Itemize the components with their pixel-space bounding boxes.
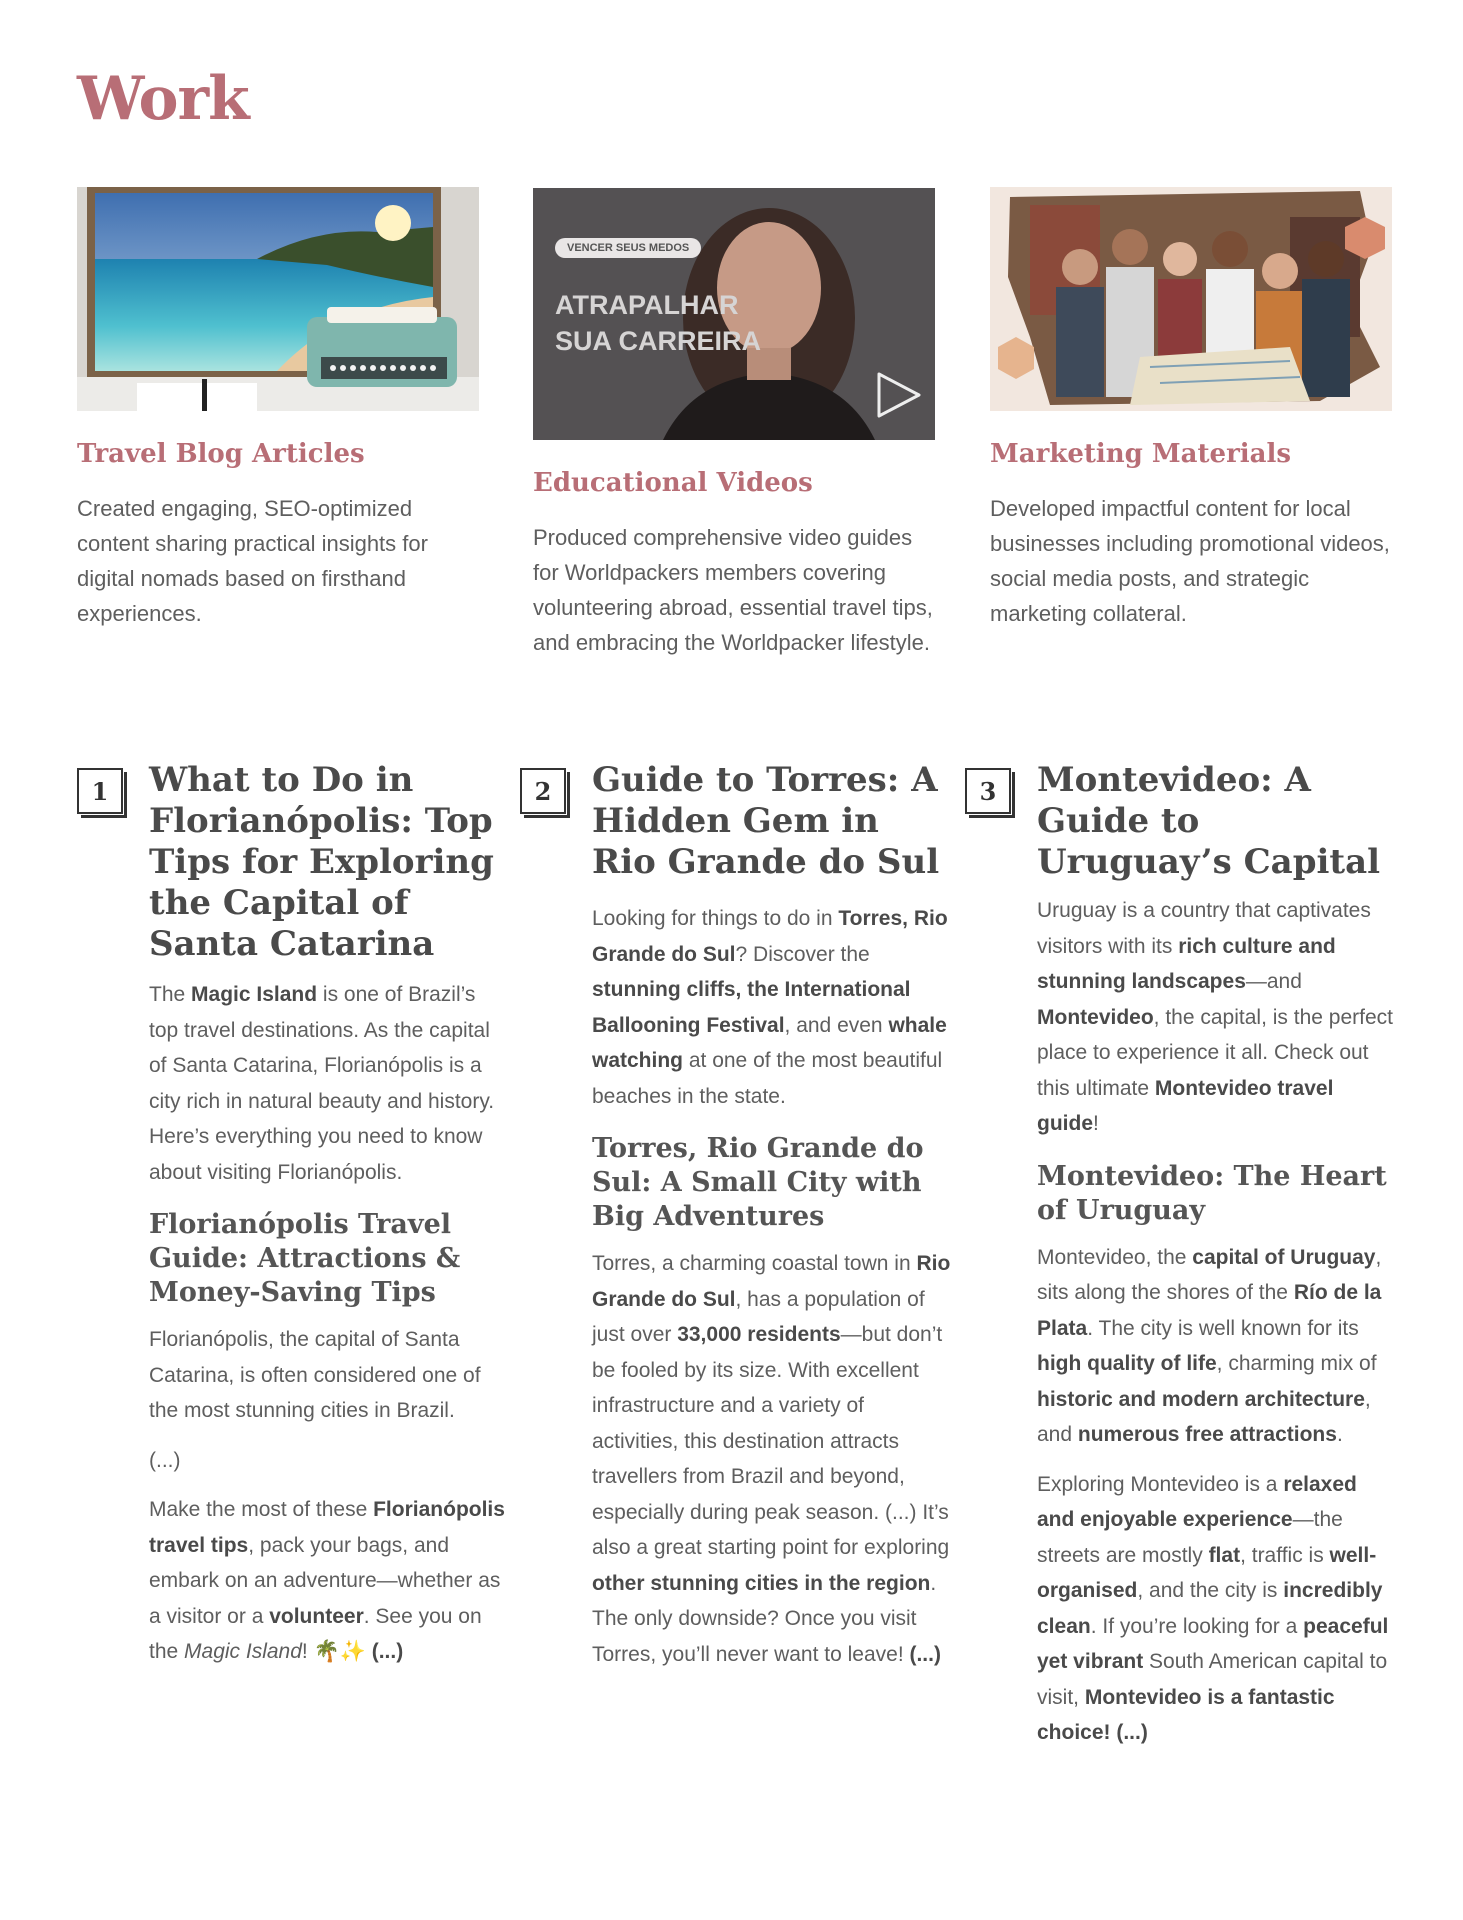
card-description: Produced comprehensive video guides for Worldpackers members covering volunteering abroad, essential travel tips, and embracing the Worldpacker lifestyle. [533,525,933,655]
article-paragraph: Torres, a charming coastal town in Rio Grande do Sul, has a population of just over 33,000 residents—but don’t be fooled by its size. With excellent infrastructure and a variety of activities, this destination attracts travellers from Brazil and beyond, especially during peak season. (...) It’s also a great starting point for exploring other stunning cities in the region. The only downside? Once you visit Torres, you’ll never want to leave! (...) [592,1252,951,1666]
read-more-link[interactable]: Montevideo is a fantastic choice! (...) [1037,1685,1335,1744]
article-number: 3 [965,768,1011,814]
card-description: Created engaging, SEO-optimized content sharing practical insights for digital nomads based on firsthand experiences. [77,496,428,626]
card-marketing-materials[interactable] [990,187,1392,631]
article-number: 1 [77,768,123,814]
article-paragraph: Florianópolis, the capital of Santa Catarina, is often considered one of the most stunning cities in Brazil. [149,1328,481,1422]
read-more-link[interactable]: (...) [909,1642,941,1666]
article-title[interactable]: Montevideo: A Guide to Uruguay’s Capital [1037,760,1381,882]
article-title[interactable]: Guide to Torres: A Hidden Gem in Rio Grande do Sul [592,760,940,882]
page-title: Work [77,64,249,134]
article-closing: Exploring Montevideo is a relaxed and enjoyable experience—the streets are mostly flat, traffic is well-organised, and the city is incredibly clean. If you’re looking for a peaceful yet vibrant South American capital to visit, Montevideo is a fantastic choice! (...) [1037,1472,1389,1744]
article-title[interactable]: What to Do in Florianópolis: Top Tips for Exploring the Capital of Santa Catarina [149,760,494,964]
article-intro: Looking for things to do in Torres, Rio Grande do Sul? Discover the stunning cliffs, the International Ballooning Festival, and even whale watching at one of the most beautiful beaches in the state. [592,907,948,1108]
article-number: 2 [520,768,566,814]
read-more-link[interactable]: (...) [371,1640,404,1663]
video-badge: VENCER SEUS MEDOS [555,238,701,258]
card-educational-videos[interactable] [533,188,935,660]
video-overlay-line1: ATRAPALHAR [555,290,739,320]
card-title: Educational Videos [533,468,813,498]
card-title: Marketing Materials [990,439,1292,469]
play-icon[interactable] [873,370,923,420]
card-travel-blog[interactable] [77,187,479,631]
marketing-image [990,187,1392,411]
article-subheading: Torres, Rio Grande do Sul: A Small City with Big Adventures [592,1133,924,1232]
video-thumbnail[interactable] [533,188,935,440]
video-overlay-line2: SUA CARREIRA [555,326,762,356]
article-closing: Make the most of these Florianópolis travel tips, pack your bags, and embark on an adventure—whether as a visitor or a volunteer. See you on the Magic Island! 🌴✨ (...) [149,1498,505,1663]
article-ellipsis: (...) [149,1448,181,1472]
card-description: Developed impactful content for local businesses including promotional videos, social media posts, and strategic marketing collateral. [990,496,1390,626]
article-intro: The Magic Island is one of Brazil’s top travel destinations. As the capital of Santa Catarina, Florianópolis is a city rich in natural beauty and history. Here’s everything you need to know about visiting Florianópolis. [149,983,495,1184]
article-subheading: Florianópolis Travel Guide: Attractions & Money-Saving Tips [149,1209,461,1308]
article-subheading: Montevideo: The Heart of Uruguay [1037,1160,1387,1226]
article-paragraph: Montevideo, the capital of Uruguay, sits along the shores of the Río de la Plata. The city is well known for its high quality of life, charming mix of historic and modern architecture, and numerous free attractions. [1037,1245,1382,1446]
card-title: Travel Blog Articles [77,439,365,469]
travel-blog-image [77,187,479,411]
article-intro: Uruguay is a country that captivates visitors with its rich culture and stunning landscapes—and Montevideo, the capital, is the perfect place to experience it all. Check out this ultimate Montevideo travel guide! [1037,899,1393,1135]
